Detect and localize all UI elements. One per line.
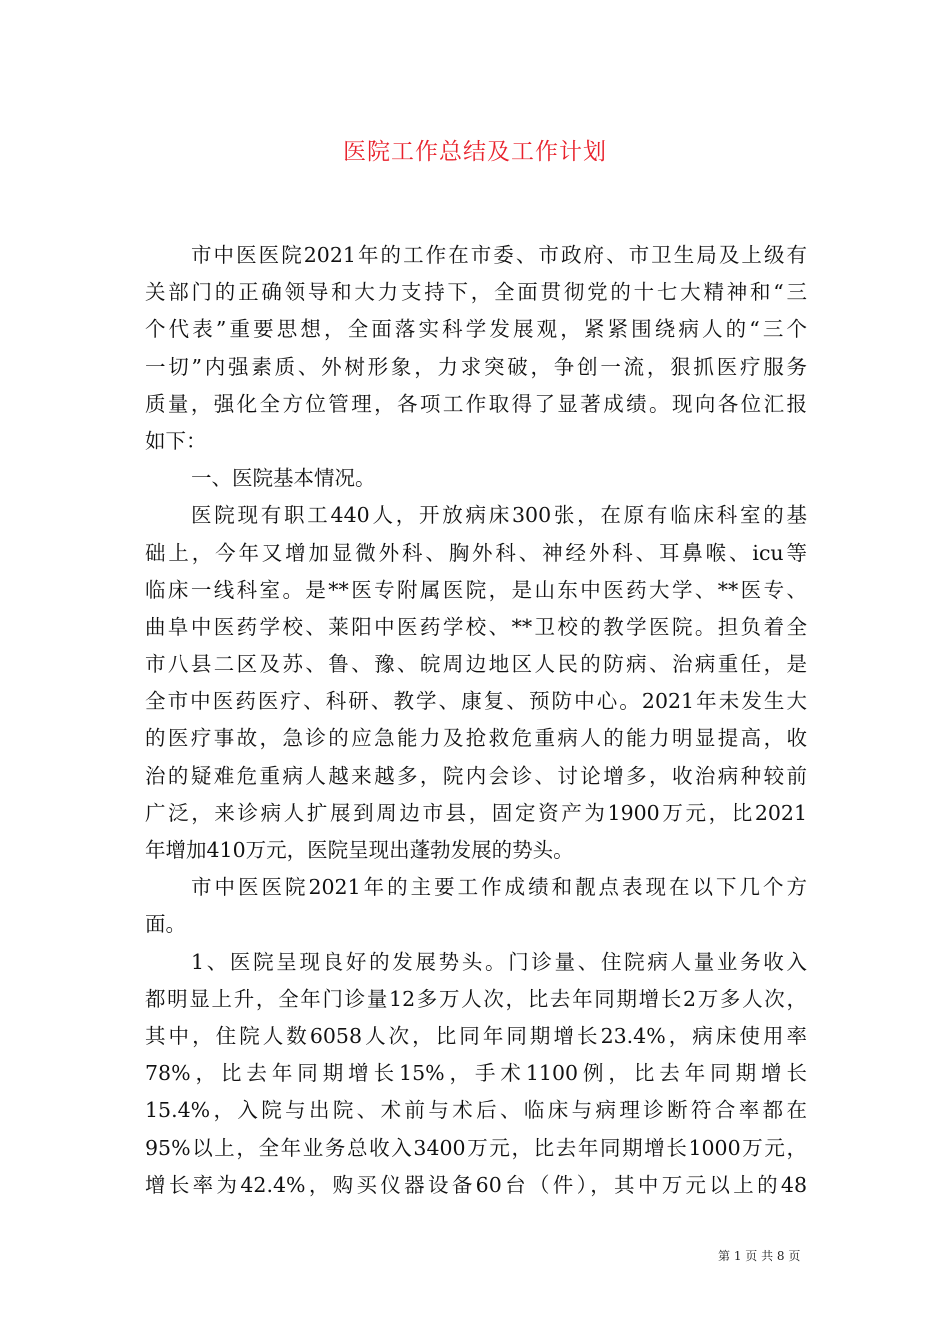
text-line: 面。 [145, 912, 186, 937]
text-line: 增长率为42.4%，购买仪器设备60台（件），其中万元以上的48 [145, 1172, 807, 1197]
text-line: 78%，比去年同期增长15%，手术1100例，比去年同期增长 [145, 1061, 807, 1086]
paragraph [145, 869, 807, 943]
text-line: 市八县二区及苏、鲁、豫、皖周边地区人民的防病、治病重任，是 [145, 652, 807, 677]
text-line: 1、医院呈现良好的发展势头。门诊量、住院病人量业务收入 [191, 949, 807, 974]
document-body [145, 237, 807, 1204]
text-line: 础上，今年又增加显微外科、胸外科、神经外科、耳鼻喉、icu等 [145, 540, 807, 565]
text-line: 市中医医院2021年的工作在市委、市政府、市卫生局及上级有 [191, 243, 807, 267]
paragraph [145, 944, 807, 1204]
document-title: 医院工作总结及工作计划 [343, 139, 607, 165]
text-line: 的医疗事故，急诊的应急能力及抢救危重病人的能力明显提高，收 [145, 726, 807, 751]
text-line: 全市中医药医疗、科研、教学、康复、预防中心。2021年未发生大 [145, 689, 807, 714]
text-line: 个代表”重要思想，全面落实科学发展观，紧紧围绕病人的“三个 [145, 317, 807, 342]
text-line: 一、医院基本情况。 [191, 466, 376, 491]
text-line: 临床一线科室。是**医专附属医院，是山东中医药大学、**医专、 [145, 577, 807, 602]
text-line: 广泛，来诊病人扩展到周边市县，固定资产为1900万元，比2021 [145, 800, 807, 825]
text-line: 质量，强化全方位管理，各项工作取得了显著成绩。现向各位汇报 [145, 391, 807, 416]
paragraph [145, 237, 807, 460]
paragraph [145, 460, 807, 497]
paragraph [145, 497, 807, 869]
text-line: 都明显上升，全年门诊量12多万人次，比去年同期增长2万多人次， [145, 986, 807, 1011]
text-line: 95%以上，全年业务总收入3400万元，比去年同期增长1000万元， [145, 1135, 807, 1160]
text-line: 市中医医院2021年的主要工作成绩和靓点表现在以下几个方 [191, 875, 807, 900]
text-line: 其中，住院人数6058人次，比同年同期增长23.4%，病床使用率 [145, 1023, 807, 1048]
text-line: 如下： [145, 428, 207, 453]
text-line: 关部门的正确领导和大力支持下，全面贯彻党的十七大精神和“三 [145, 280, 807, 305]
text-line: 一切”内强素质、外树形象，力求突破，争创一流，狠抓医疗服务 [145, 354, 807, 379]
text-line: 15.4%，入院与出院、术前与术后、临床与病理诊断符合率都在 [145, 1098, 807, 1123]
text-line: 医院现有职工440人，开放病床300张，在原有临床科室的基 [191, 503, 807, 528]
text-line: 年增加410万元，医院呈现出蓬勃发展的势头。 [145, 838, 574, 862]
text-line: 治的疑难危重病人越来越多，院内会诊、讨论增多，收治病种较前 [145, 763, 807, 788]
page-number: 第 1 页 共 8 页 [718, 1249, 801, 1263]
text-line: 曲阜中医药学校、莱阳中医药学校、**卫校的教学医院。担负着全 [145, 614, 807, 639]
